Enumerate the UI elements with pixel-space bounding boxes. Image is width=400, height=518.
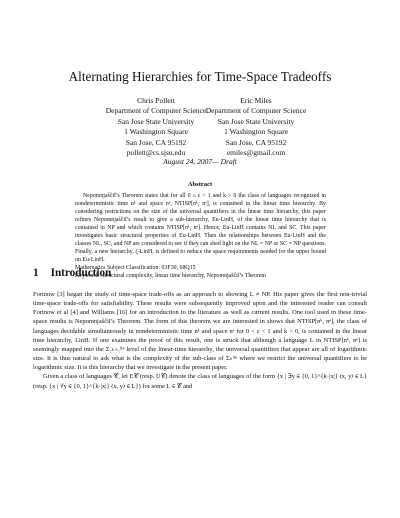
author-street: 1 Washington Square — [224, 127, 288, 137]
abstract-heading: Abstract — [187, 181, 213, 188]
author-name: Eric Miles — [240, 96, 272, 105]
body-text — [33, 290, 367, 391]
author-university: San Jose State University — [117, 116, 195, 126]
paragraph: Given a class of languages 𝒞, let E𝒞 (resp. U𝒞) denote the class of languages of the form {x | ∃y ∈ {0, 1}^{k·|x|} ⟨x, y⟩ ∈ L} (resp. {x | ∀y ∈ {0, 1}^{k·|x|} ⟨x, y⟩ ∈ L}) for some L ∈ 𝒞 and — [33, 373, 367, 390]
abstract-text: Nepomnjaščiĭ’s Theorem states that for all 0 ≤ ε < 1 and k > 0 the class of languages recognized in nondeterministic time nᵏ and space nᵉ, NTISP[nᵏ, nᵉ], is contained in the linear time hierarchy. By considering restrictions on the size of the universal quantifiers in the linear time hierarchy, this paper refines Nepomnjaščiĭ’s result to give a sub-hierarchy, Eu-LinH, of the linear time hierarchy that is contained in NP and which contains NTISP[nᵏ, nᵉ]. Hence, Eu-LinH contains NL and SC. This paper investigates basic structural properties of Eu-LinH. Then the relationships between Eu-LinH and the classes NL, SC, and NP are considered to see if they can shed light on the NL = NP or SC = NP questions. Finally, a new hierarchy, ζ-LinH, is defined to reduce the space requirements needed for the upper bound on Eu-LinH. — [75, 193, 326, 264]
subject-classification: Mathematics Subject Classification: 03F30, 68Q15 — [75, 265, 196, 272]
paper-title: Alternating Hierarchies for Time-Space Tradeoffs — [68, 69, 332, 84]
keywords: Keywords: structural complexity, linear time hierarchy, Nepomnjaščiĭ’s Theorem — [75, 273, 267, 280]
section-heading — [33, 267, 111, 279]
author-block-miles — [181, 96, 331, 158]
author-email: emiles@gmail.com — [226, 148, 286, 158]
section-title: Introduction — [50, 267, 112, 279]
section-number: 1 — [33, 267, 39, 279]
author-name: Chris Pollett — [137, 96, 175, 105]
author-city: San Jose, CA 95192 — [125, 137, 187, 147]
author-department: Department of Computer Science — [105, 106, 207, 116]
paper-date: August 24, 2007— Draft — [163, 157, 237, 166]
author-city: San Jose, CA 95192 — [225, 137, 287, 147]
author-department: Department of Computer Science — [205, 106, 307, 116]
author-street: 1 Washington Square — [124, 127, 188, 137]
author-email: pollett@cs.sjsu.edu — [126, 148, 186, 158]
abstract — [75, 192, 326, 281]
author-university: San Jose State University — [217, 116, 295, 126]
paragraph: Fortnow [3] began the study of time-space trade-offs as an approach to showing L ≠ NP. His paper gives the first non-trivial time-space trade-offs for satisfiability. These results were subsequently improved upon and the interested reader can consult Fortnow et al [4] and Williams [16] for an introduction to the literature as well as current results. One tool used in these time-space results is Nepomnjaščiĭ’s Theorem. The form of this theorem we are interested in shows that NTISP[nᵏ, nᵉ], the class of languages decidable simultaneously in nondeterministic time nᵏ and space nᵉ for 0 < ε < 1 and k > 0, is contained in the linear time hierarchy, LinH. If one examines the proof of this result, one is struck that although a language L in NTISP[nᵏ, nᵉ] is seemingly mapped into the Σ₂ₖ₊₁ˡᴵⁿ level of the linear-time hierarchy, the universal quantifiers that appear are all of logarithmic size. It is thus natural to ask what is the complexity of the sub-class of Σₖˡᴵⁿ where we restrict the universal quantifiers to be logarithmic size. It is this hierarchy that we investigate in the present paper. — [33, 291, 367, 372]
